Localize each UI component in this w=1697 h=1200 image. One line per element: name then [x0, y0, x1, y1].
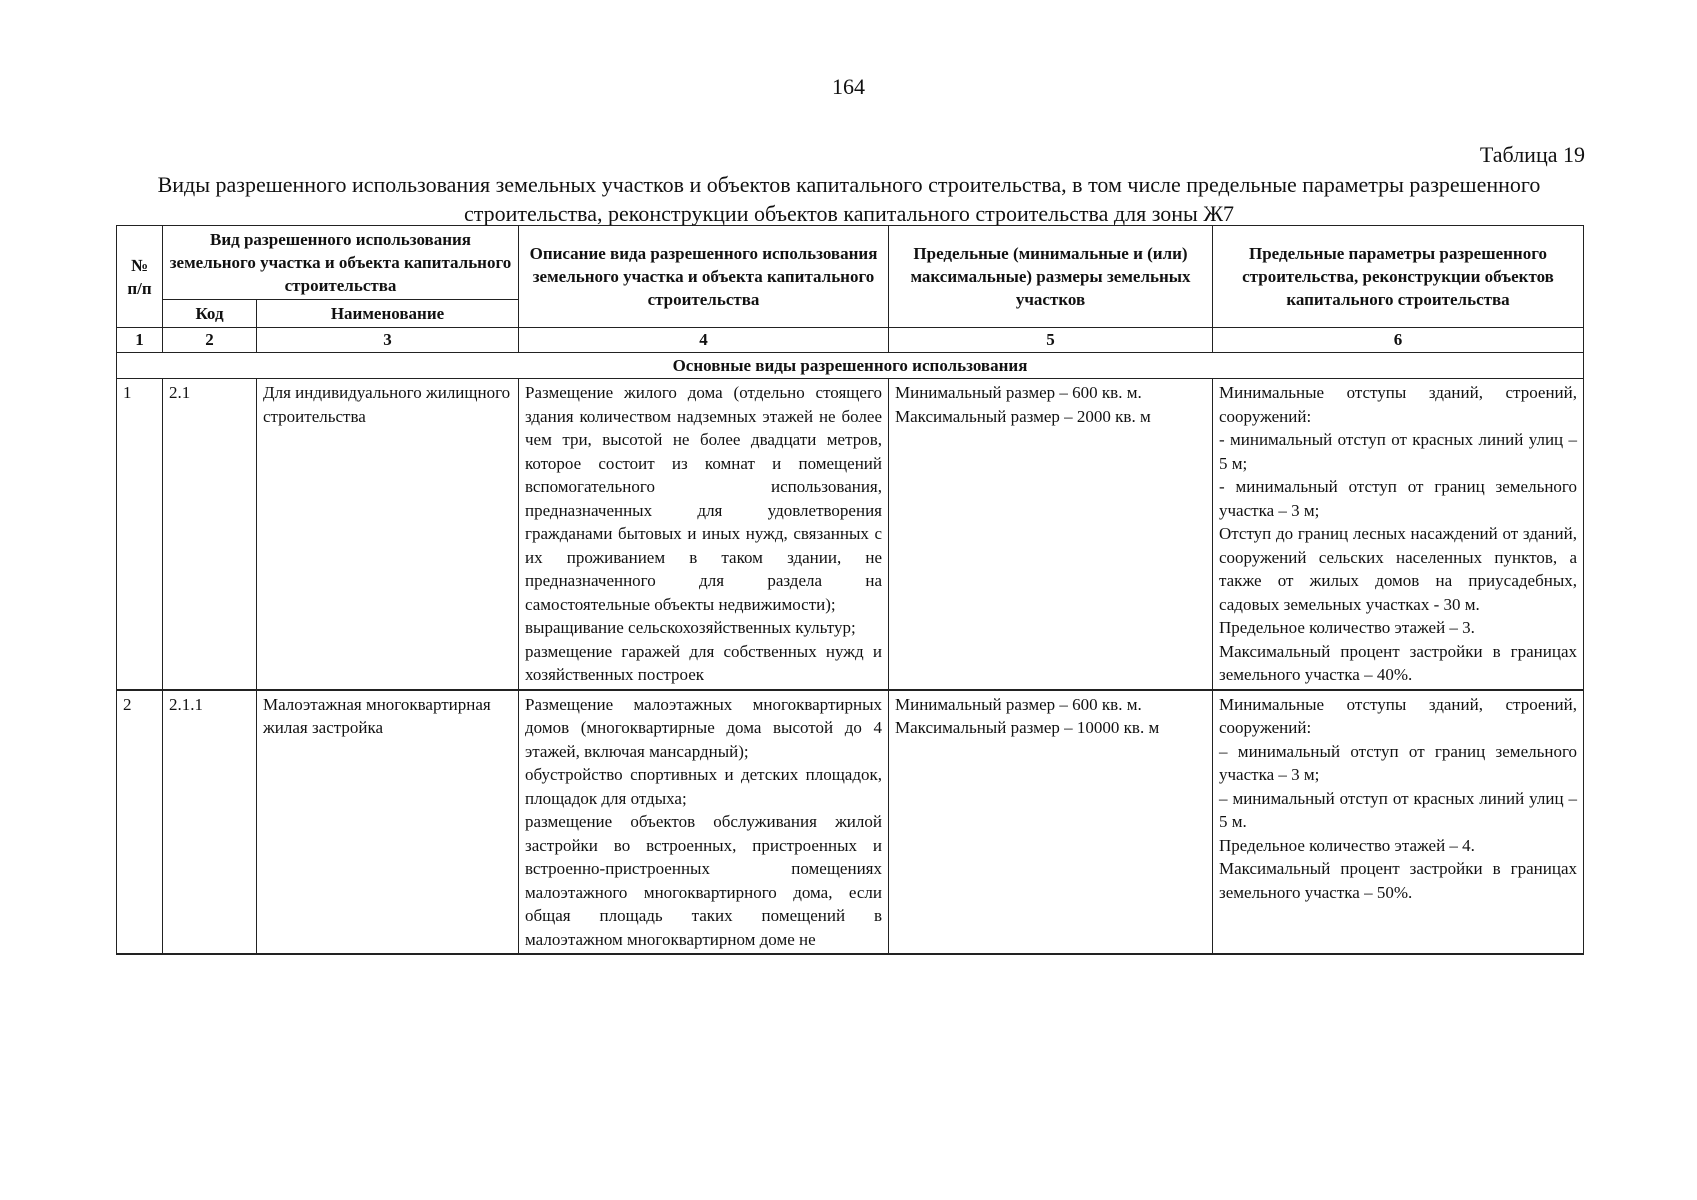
- row-number: 1: [117, 379, 163, 690]
- description-line: размещение гаражей для собственных нужд и хозяйственных построек: [525, 641, 882, 684]
- column-number: 5: [889, 328, 1213, 353]
- description-line: обустройство спортивных и детских площадок, площадок для отдыха;: [525, 765, 882, 808]
- header-number: № п/п: [117, 226, 163, 328]
- header-plot-sizes: Предельные (минимальные и (или) максимальные) размеры земельных участков: [889, 226, 1213, 328]
- row-construction-params: [1213, 690, 1584, 955]
- param-line: - минимальный отступ от границ земельного участка – 3 м;: [1219, 477, 1577, 520]
- param-line: Предельное количество этажей – 4.: [1219, 835, 1475, 855]
- header-use-type: Вид разрешенного использования земельного участка и объекта капитального строительства: [163, 226, 519, 300]
- column-number: 1: [117, 328, 163, 353]
- regulations-table: [116, 225, 1584, 955]
- param-line: - минимальный отступ от красных линий улиц – 5 м;: [1219, 430, 1577, 473]
- header-description: Описание вида разрешенного использования земельного участка и объекта капитального строительства: [519, 226, 889, 328]
- header-code: Код: [163, 300, 257, 328]
- row-number: 2: [117, 690, 163, 955]
- column-number: 4: [519, 328, 889, 353]
- size-line: Максимальный размер – 10000 кв. м: [895, 718, 1160, 737]
- row-plot-sizes: [889, 379, 1213, 690]
- column-number: 6: [1213, 328, 1584, 353]
- description-line: размещение объектов обслуживания жилой застройки во встроенных, пристроенных и встроенно-пристроенных помещениях малоэтажного многоквартирного дома, если общая площадь таких помещений в малоэтажном многоквартирном доме не: [525, 812, 882, 949]
- row-description: [519, 690, 889, 955]
- table-row: [117, 379, 1584, 690]
- row-description: [519, 379, 889, 690]
- row-plot-sizes: [889, 690, 1213, 955]
- section-title: Основные виды разрешенного использования: [117, 353, 1584, 379]
- param-line: – минимальный отступ от красных линий улиц – 5 м.: [1219, 788, 1577, 831]
- table-label: Таблица 19: [1479, 142, 1585, 167]
- param-line: Минимальные отступы зданий, строений, сооружений:: [1219, 383, 1577, 426]
- size-line: Минимальный размер – 600 кв. м.: [895, 383, 1142, 402]
- param-line: – минимальный отступ от границ земельного участка – 3 м;: [1219, 741, 1577, 784]
- page-number: 164: [832, 74, 865, 99]
- param-line: Максимальный процент застройки в границах земельного участка – 40%.: [1219, 641, 1577, 684]
- description-line: выращивание сельскохозяйственных культур;: [525, 618, 856, 637]
- section-row: [117, 353, 1584, 379]
- row-construction-params: [1213, 379, 1584, 690]
- param-line: Предельное количество этажей – 3.: [1219, 618, 1475, 637]
- column-number: 3: [257, 328, 519, 353]
- param-line: Отступ до границ лесных насаждений от зданий, сооружений сельских населенных пунктов, а также от жилых домов на приусадебных, садовых земельных участках - 30 м.: [1219, 524, 1577, 614]
- size-line: Максимальный размер – 2000 кв. м: [895, 406, 1151, 426]
- header-construction-params: Предельные параметры разрешенного строительства, реконструкции объектов капитального строительства: [1213, 226, 1584, 328]
- table-row: [117, 690, 1584, 955]
- row-code: 2.1: [163, 379, 257, 690]
- column-number: 2: [163, 328, 257, 353]
- param-line: Максимальный процент застройки в границах земельного участка – 50%.: [1219, 859, 1577, 902]
- param-line: Минимальные отступы зданий, строений, сооружений:: [1219, 694, 1577, 737]
- header-name: Наименование: [257, 300, 519, 328]
- description-line: Размещение жилого дома (отдельно стоящего здания количеством надземных этажей не более чем три, высотой не более двадцати метров, которое состоит из комнат и помещений вспомогательного использования, предназначенных для удовлетворения гражданами бытовых и иных нужд, связанных с их проживанием в таком здании, не предназначенного для раздела на самостоятельные объекты недвижимости);: [525, 383, 882, 614]
- size-line: Минимальный размер – 600 кв. м.: [895, 694, 1142, 714]
- description-line: Размещение малоэтажных многоквартирных домов (многоквартирные дома высотой до 4 этажей, включая мансардный);: [525, 694, 882, 761]
- row-name: Малоэтажная многоквартирная жилая застройка: [257, 690, 519, 955]
- row-name: Для индивидуального жилищного строительства: [257, 379, 519, 690]
- row-code: 2.1.1: [163, 690, 257, 955]
- table-title: Виды разрешенного использования земельных участков и объектов капитального строительства, в том числе предельные параметры разрешенного строительства, реконструкции объектов капитального строительства для зоны Ж7: [157, 172, 1541, 226]
- column-numbers-row: [117, 328, 1584, 353]
